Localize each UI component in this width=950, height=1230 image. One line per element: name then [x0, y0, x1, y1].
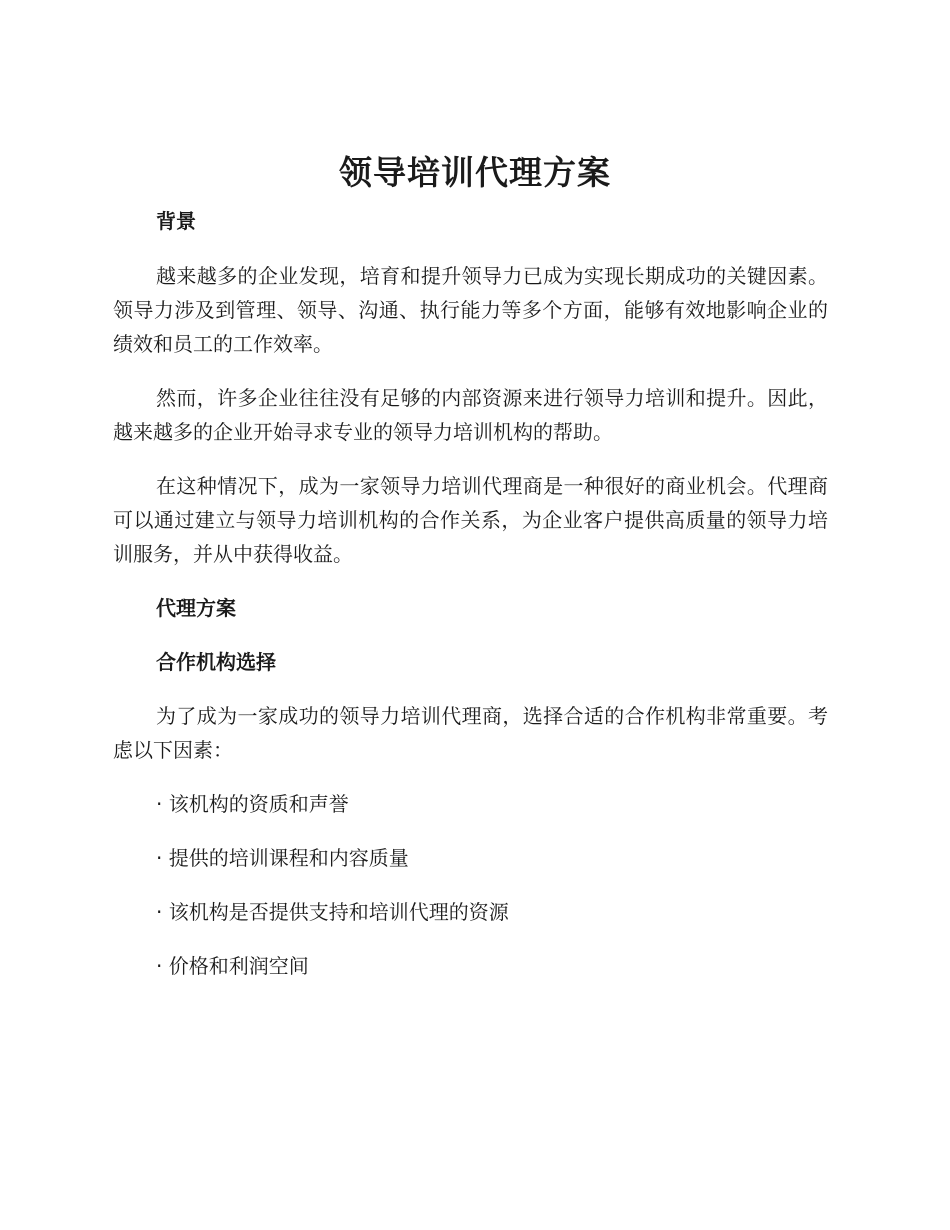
background-paragraph-1: 越来越多的企业发现，培育和提升领导力已成为实现长期成功的关键因素。领导力涉及到管理、领导、沟通、执行能力等多个方面，能够有效地影响企业的绩效和员工的工作效率。	[113, 264, 828, 356]
document-body	[113, 200, 828, 983]
background-paragraph-2: 然而，许多企业往往没有足够的内部资源来进行领导力培训和提升。因此，越来越多的企业开始寻求专业的领导力培训机构的帮助。	[113, 386, 828, 444]
bullet-item-price-profit: · 价格和利润空间	[156, 954, 309, 978]
bullet-item-support-resources: · 该机构是否提供支持和培训代理的资源	[156, 900, 509, 924]
section-heading-background: 背景	[156, 209, 196, 233]
background-paragraph-3: 在这种情况下，成为一家领导力培训代理商是一种很好的商业机会。代理商可以通过建立与领导力培训机构的合作关系，为企业客户提供高质量的领导力培训服务，并从中获得收益。	[113, 474, 828, 566]
bullet-item-course-quality: · 提供的培训课程和内容质量	[156, 846, 409, 870]
section-heading-partner-selection: 合作机构选择	[156, 650, 276, 674]
partner-paragraph: 为了成为一家成功的领导力培训代理商，选择合适的合作机构非常重要。考虑以下因素：	[113, 704, 828, 762]
document-title: 领导培训代理方案	[339, 153, 611, 192]
bullet-item-qualification: · 该机构的资质和声誉	[156, 792, 349, 816]
section-heading-agent-plan: 代理方案	[156, 596, 236, 620]
